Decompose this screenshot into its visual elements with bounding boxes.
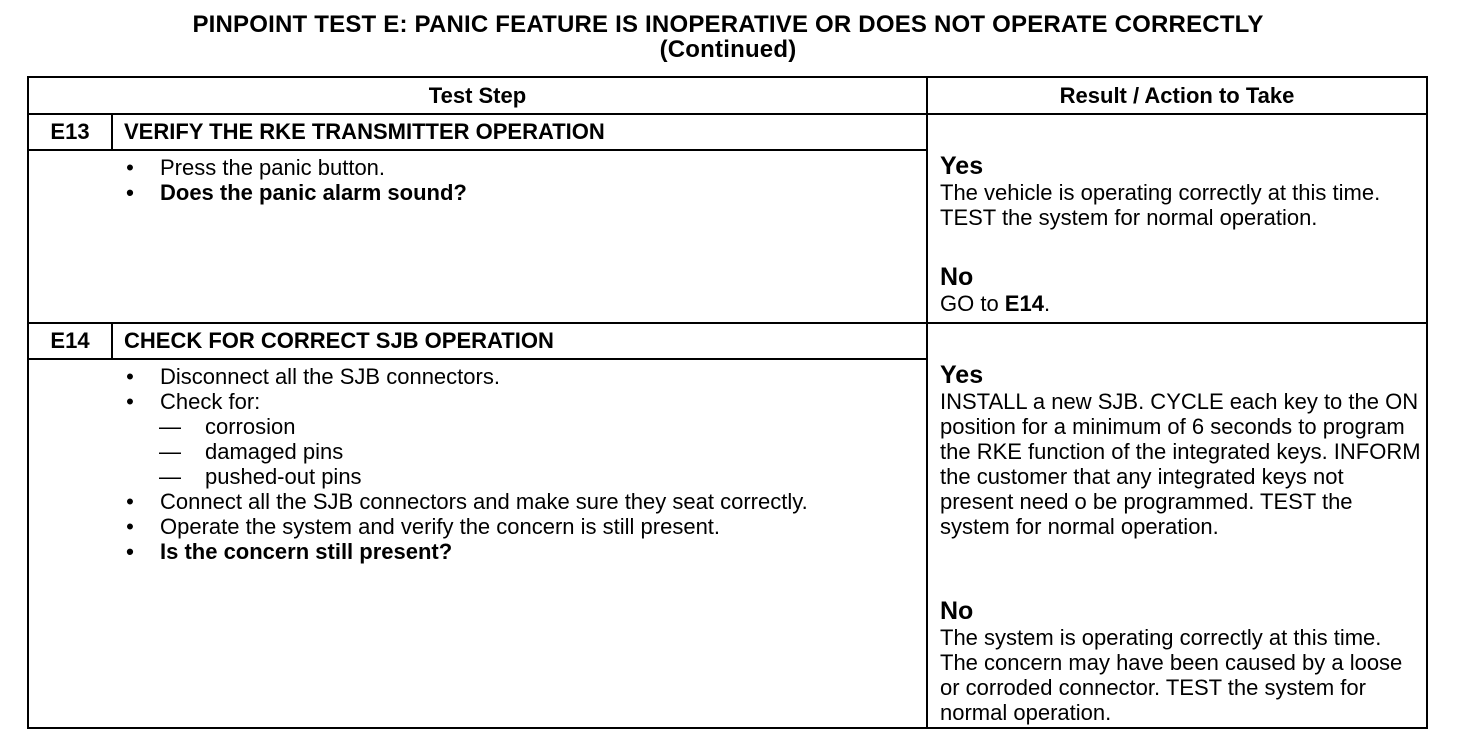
step-actions (123, 155, 467, 205)
e14-id-divider (111, 324, 113, 358)
result-yes (940, 362, 1425, 539)
bullet-icon: • (126, 155, 134, 180)
step-actions (123, 364, 860, 564)
result-yes (940, 153, 1425, 230)
step-title: VERIFY THE RKE TRANSMITTER OPERATION (124, 119, 605, 144)
list-item-question: • Is the concern still present? (123, 539, 860, 564)
sub-list-item: — pushed-out pins (159, 464, 362, 489)
list-item-question: • Does the panic alarm sound? (123, 180, 467, 205)
pinpoint-test-table (27, 76, 1428, 729)
e13-id-divider (111, 115, 113, 149)
list-item: • Connect all the SJB connectors and make sure they seat correctly. (123, 489, 860, 514)
step-reference: E14 (1004, 291, 1044, 316)
result-text-yes: INSTALL a new SJB. CYCLE each key to the ON position for a minimum of 6 seconds to program the RKE function of the integrated keys. INFORM the customer that any integrated keys not present need o be programmed. TEST the system for normal operation. (940, 389, 1421, 539)
sub-list-item: — damaged pins (159, 439, 344, 464)
bullet-icon: • (126, 539, 134, 564)
result-label-no: No (940, 263, 974, 291)
bullet-icon: • (126, 364, 134, 389)
bullet-icon: • (126, 180, 134, 205)
column-header-test-step: Test Step (428, 83, 527, 108)
bullet-icon: • (126, 389, 134, 414)
step-id: E14 (50, 328, 90, 353)
dash-icon: — (159, 414, 181, 439)
document-subtitle: (Continued) (659, 36, 797, 63)
column-divider (926, 78, 928, 727)
e13-title-divider (29, 149, 926, 151)
result-label-yes: Yes (940, 152, 984, 180)
step-title: CHECK FOR CORRECT SJB OPERATION (124, 328, 554, 353)
column-header-result: Result / Action to Take (1059, 83, 1295, 108)
document-title: PINPOINT TEST E: PANIC FEATURE IS INOPERATIVE OR DOES NOT OPERATE CORRECTLY (192, 11, 1264, 38)
result-text-yes: The vehicle is operating correctly at this time. TEST the system for normal operation. (940, 180, 1381, 230)
list-item: • Disconnect all the SJB connectors. (123, 364, 860, 389)
bullet-icon: • (126, 514, 134, 539)
dash-icon: — (159, 439, 181, 464)
page-title (0, 12, 1456, 62)
result-no (940, 598, 1425, 725)
e14-title-divider (29, 358, 926, 360)
result-label-yes: Yes (940, 361, 984, 389)
list-item: • Check for: (123, 389, 860, 414)
list-item: • Press the panic button. (123, 155, 467, 180)
result-text-no: GO to E14. (940, 291, 1051, 316)
dash-icon: — (159, 464, 181, 489)
result-text-no: The system is operating correctly at this time. The concern may have been caused by a loose or corroded connector. TEST the system for normal operation. (940, 625, 1403, 725)
bullet-icon: • (126, 489, 134, 514)
list-item: • Operate the system and verify the concern is still present. (123, 514, 860, 539)
result-label-no: No (940, 597, 974, 625)
sub-list-item: — corrosion (159, 414, 296, 439)
result-no (940, 264, 1425, 316)
step-id: E13 (50, 119, 90, 144)
